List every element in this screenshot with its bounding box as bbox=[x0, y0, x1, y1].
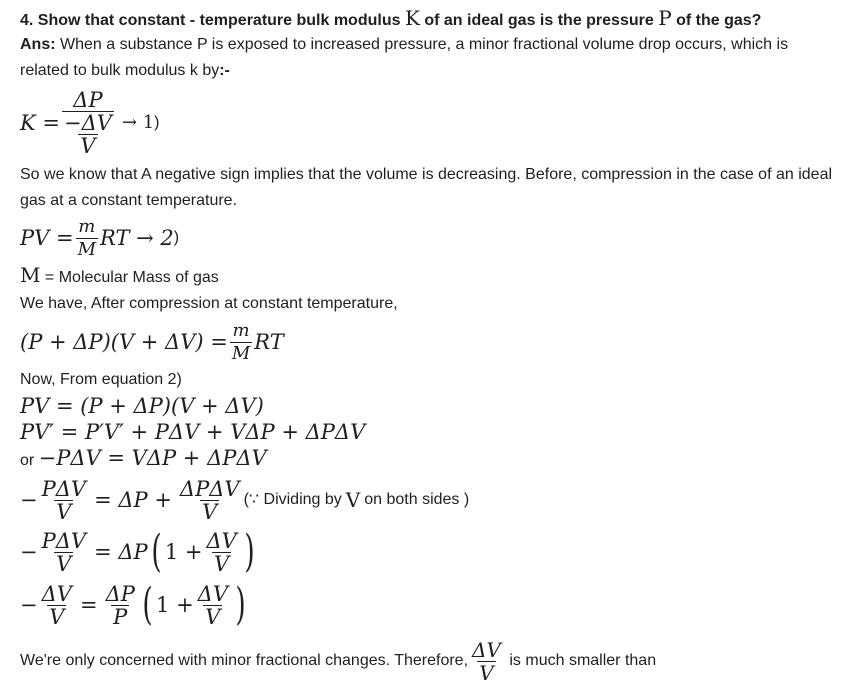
eq7-fraction-2 bbox=[178, 478, 242, 523]
eq9-den-1: V bbox=[49, 604, 65, 629]
eq7-note-close: on both sides ) bbox=[364, 491, 470, 508]
equation-2 bbox=[20, 214, 832, 262]
eq3-rhs: RT bbox=[254, 330, 284, 354]
eq9-num-3: ΔV bbox=[197, 581, 229, 606]
paragraph-after-compression: We have, After compression at constant temperature, bbox=[20, 295, 398, 312]
eq2-fraction bbox=[76, 216, 98, 261]
answer-text-end: :- bbox=[219, 62, 230, 79]
eq7-den-1: V bbox=[56, 499, 72, 524]
eq8-num-1: PΔV bbox=[41, 528, 87, 553]
eq1-lhs: K = bbox=[20, 111, 60, 135]
eq8-num-2: ΔV bbox=[206, 528, 237, 553]
final-fraction bbox=[470, 639, 503, 684]
eq7-fraction-1 bbox=[40, 478, 88, 523]
eq7-mid: = ΔP + bbox=[94, 488, 172, 512]
eq7-note-open: (∵ Dividing by bbox=[243, 491, 342, 508]
answer-label: Ans: bbox=[20, 36, 56, 53]
final-after: is much smaller than bbox=[504, 652, 657, 669]
eq7-num-1: PΔV bbox=[41, 476, 87, 501]
eq1-paren: ) bbox=[154, 114, 160, 131]
answer-intro bbox=[20, 32, 832, 84]
eq9-den-3: V bbox=[205, 604, 221, 629]
eq8-fraction-1 bbox=[40, 530, 88, 575]
equation-3 bbox=[20, 317, 832, 367]
eq1-numerator: ΔP bbox=[73, 88, 103, 112]
eq8-neg: − bbox=[20, 540, 38, 564]
question-middle: of an ideal gas is the pressure bbox=[419, 12, 659, 29]
eq3-numerator: m bbox=[232, 319, 250, 341]
eq8-fraction-2 bbox=[204, 530, 238, 575]
eq9-den-2: P bbox=[113, 604, 128, 629]
equation-8 bbox=[20, 526, 832, 578]
question-prefix: 4. Show that constant - temperature bulk modulus bbox=[20, 12, 405, 29]
eq9-one: 1 + bbox=[156, 593, 194, 617]
molar-mass-symbol: M bbox=[20, 263, 41, 287]
eq9-left-paren: ( bbox=[142, 579, 153, 630]
eq9-num-1: ΔV bbox=[41, 581, 72, 606]
eq2-lhs: PV = bbox=[20, 226, 74, 250]
eq3-denominator: M bbox=[231, 342, 251, 364]
eq1-den-numerator: −ΔV bbox=[63, 111, 112, 135]
eq9-num-2: ΔP bbox=[105, 581, 135, 606]
eq3-fraction bbox=[230, 320, 252, 365]
eq9-fraction-1 bbox=[40, 583, 74, 628]
eq9-neg: − bbox=[20, 593, 38, 617]
eq7-num-2: ΔPΔV bbox=[179, 476, 240, 501]
eq7-neg: − bbox=[20, 488, 38, 512]
equation-5: PV′ = P′V′ + PΔV + VΔP + ΔPΔV bbox=[20, 420, 366, 444]
eq9-right-paren: ) bbox=[235, 579, 246, 630]
paragraph-compression: So we know that A negative sign implies that the volume is decreasing. Before, compression in the case of an ideal gas at a constant temperature. bbox=[20, 166, 833, 209]
eq1-denominator bbox=[62, 111, 114, 157]
bulk-modulus-symbol: K bbox=[404, 6, 420, 30]
equation-9 bbox=[20, 578, 832, 632]
equation-1 bbox=[20, 84, 832, 162]
final-den: V bbox=[479, 660, 494, 685]
final-num: ΔV bbox=[472, 637, 501, 662]
molar-mass-text: = Molecular Mass of gas bbox=[40, 269, 219, 286]
equation-4: PV = (P + ΔP)(V + ΔV) bbox=[20, 394, 264, 418]
eq9-equals: = bbox=[79, 593, 98, 617]
eq8-mid: = ΔP bbox=[94, 540, 148, 564]
paragraph-from-eq2: Now, From equation 2) bbox=[20, 371, 182, 388]
equation-7 bbox=[20, 474, 832, 526]
eq3-lhs: (P + ΔP)(V + ΔV) = bbox=[20, 330, 228, 354]
answer-text: When a substance P is exposed to increased pressure, a minor fractional volume drop occurs, which is related to bulk modulus k by bbox=[20, 36, 789, 79]
eq8-den-2: V bbox=[214, 551, 230, 576]
eq8-one: 1 + bbox=[164, 540, 203, 564]
molar-mass-line bbox=[20, 262, 832, 291]
eq7-note-v: V bbox=[345, 488, 361, 512]
eq8-left-paren: ( bbox=[151, 526, 162, 577]
eq2-denominator: M bbox=[77, 238, 97, 260]
solution-content bbox=[20, 6, 832, 686]
eq2-rhs: RT → 2 bbox=[100, 226, 174, 250]
eq8-right-paren: ) bbox=[244, 526, 255, 577]
pressure-symbol: P bbox=[658, 6, 672, 30]
equation-6 bbox=[20, 445, 832, 474]
eq9-fraction-2 bbox=[104, 583, 137, 628]
eq9-fraction-3 bbox=[196, 583, 230, 628]
eq8-den-1: V bbox=[56, 551, 72, 576]
question-suffix: of the gas? bbox=[671, 12, 762, 29]
eq1-den-denominator: V bbox=[80, 134, 96, 158]
eq2-paren: ) bbox=[173, 229, 180, 246]
final-before: We're only concerned with minor fractional changes. Therefore, bbox=[20, 652, 469, 669]
eq7-den-2: V bbox=[202, 499, 218, 524]
eq1-label: → 1 bbox=[121, 112, 155, 133]
eq6-prefix: or bbox=[20, 452, 39, 469]
eq6-expr: −PΔV = VΔP + ΔPΔV bbox=[38, 446, 267, 470]
eq1-fraction bbox=[62, 89, 114, 157]
eq2-numerator: m bbox=[78, 215, 96, 237]
question-heading bbox=[20, 6, 832, 30]
